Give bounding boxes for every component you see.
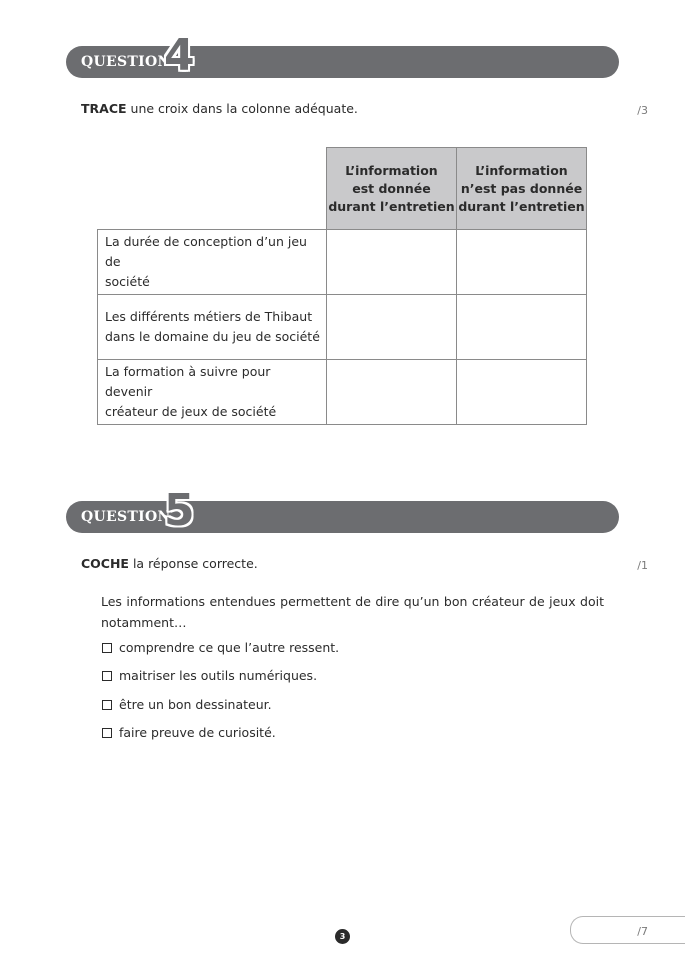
table-corner <box>98 148 327 230</box>
question-5-score: /1 <box>637 559 648 572</box>
answer-cell-given[interactable] <box>327 230 457 295</box>
question-5-prompt: Les informations entendues permettent de dire qu’un bon créateur de jeux doit notamment… <box>101 594 604 630</box>
option-item[interactable] <box>102 668 317 683</box>
answer-cell-given[interactable] <box>327 295 457 360</box>
checkbox-icon[interactable] <box>102 728 112 738</box>
question-label: QUESTION <box>81 509 171 525</box>
question-4-banner <box>66 30 619 81</box>
question-5-instruction <box>81 556 258 571</box>
answer-cell-not-given[interactable] <box>457 295 587 360</box>
header-information-not-given: L’information n’est pas donnée durant l’entretien <box>457 148 587 230</box>
question-4-instruction <box>81 101 358 116</box>
header-information-given: L’information est donnée durant l’entretien <box>327 148 457 230</box>
row-label: La formation à suivre pour devenir créateur de jeux de société <box>98 360 327 425</box>
checkbox-icon[interactable] <box>102 700 112 710</box>
row-label: La durée de conception d’un jeu de société <box>98 230 327 295</box>
option-label: comprendre ce que l’autre ressent. <box>119 640 340 655</box>
option-label: maitriser les outils numériques. <box>119 668 318 683</box>
instruction-verb: COCHE <box>81 556 129 571</box>
total-score: /7 <box>637 925 648 938</box>
instruction-text: la réponse correcte. <box>128 556 258 571</box>
page-number: 3 <box>335 929 350 944</box>
question-5-banner <box>66 485 619 536</box>
answer-cell-given[interactable] <box>327 360 457 425</box>
checkbox-icon[interactable] <box>102 671 112 681</box>
table-row <box>98 295 587 360</box>
question-number: 4 <box>164 30 195 81</box>
option-item[interactable] <box>102 697 272 712</box>
table-row <box>98 230 587 295</box>
answer-cell-not-given[interactable] <box>457 360 587 425</box>
question-4-score: /3 <box>637 104 648 117</box>
checkbox-icon[interactable] <box>102 643 112 653</box>
total-score-box <box>570 916 685 944</box>
instruction-text: une croix dans la colonne adéquate. <box>126 101 358 116</box>
question-label: QUESTION <box>81 54 171 70</box>
question-number: 5 <box>164 485 195 536</box>
table-row <box>98 360 587 425</box>
option-item[interactable] <box>102 725 276 740</box>
option-label: faire preuve de curiosité. <box>119 725 276 740</box>
row-label: Les différents métiers de Thibaut dans le domaine du jeu de société <box>98 295 327 360</box>
option-label: être un bon dessinateur. <box>119 697 272 712</box>
answer-table <box>97 147 587 425</box>
option-item[interactable] <box>102 640 339 655</box>
answer-cell-not-given[interactable] <box>457 230 587 295</box>
instruction-verb: TRACE <box>81 101 127 116</box>
